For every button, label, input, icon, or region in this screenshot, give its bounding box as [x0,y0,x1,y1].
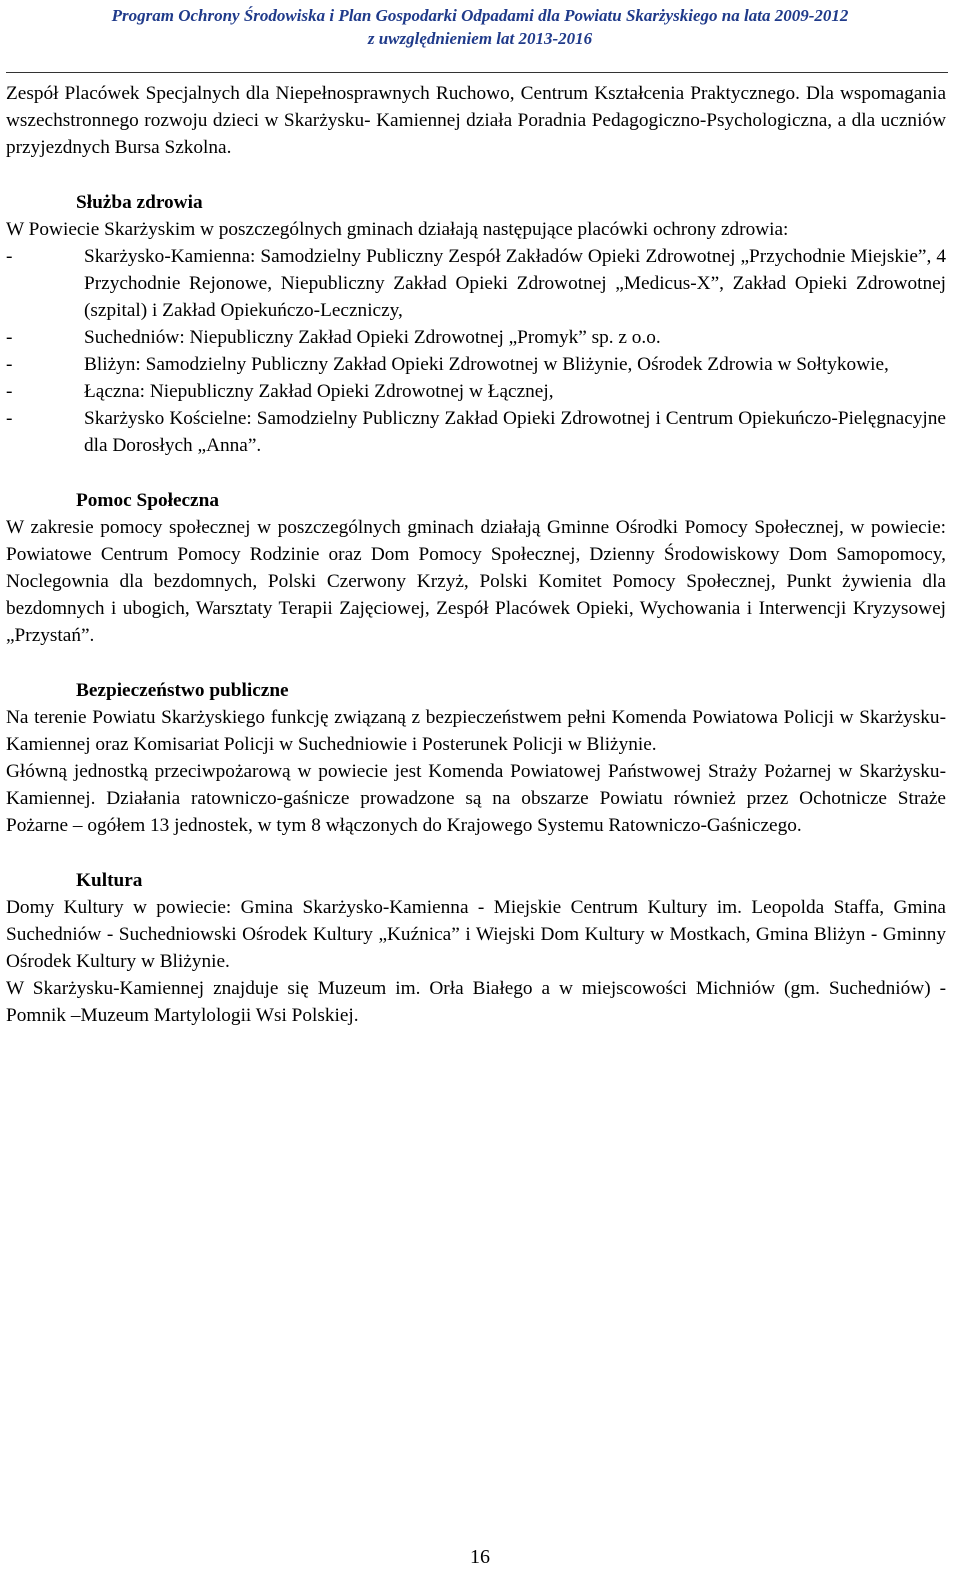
list-item-text: Łączna: Niepubliczny Zakład Opieki Zdrowotnej w Łącznej, [84,381,554,402]
health-heading: Służba zdrowia [76,192,203,213]
page-number: 16 [470,1546,490,1568]
health-paragraph: W Powiecie Skarżyskim w poszczególnych gminach działają następujące placówki ochrony zdrowia: [6,219,789,240]
document-header [0,4,960,50]
culture-paragraph: Domy Kultury w powiecie: Gmina Skarżysko-Kamienna - Miejskie Centrum Kultury im. Leopolda Staffa, Gmina Suchedniów - Suchedniowski Ośrodek Kultury „Kuźnica” i Wiejski Dom Kultury w Mostkach, Gmina Bliżyn - Gminny Ośrodek Kultury w Bliżynie. [6,897,946,972]
intro-paragraph: Zespół Placówek Specjalnych dla Niepełnosprawnych Ruchowo, Centrum Kształcenia Praktycznego. Dla wspomagania wszechstronnego rozwoju dzieci w Skarżysku- Kamiennej działa Poradnia Pedagogiczno-Psychologiczna, a dla uczniów przyjezdnych Bursa Szkolna. [6,83,946,158]
dash-marker: - [6,327,13,348]
health-list [6,243,946,459]
safety-heading: Bezpieczeństwo publiczne [76,680,289,701]
header-title: Program Ochrony Środowiska i Plan Gospodarki Odpadami dla Powiatu Skarżyskiego na lata 2009-2012 [111,6,849,25]
list-item [6,324,946,351]
list-item-text: Skarżysko-Kamienna: Samodzielny Publiczny Zespół Zakładów Opieki Zdrowotnej „Przychodnie Miejskie”, 4 Przychodnie Rejonowe, Niepubliczny Zakład Opieki Zdrowotnej „Medicus-X”, Zakład Opieki Zdrowotnej (szpital) i Zakład Opiekuńczo-Leczniczy, [84,246,946,321]
list-item-text: Skarżysko Kościelne: Samodzielny Publiczny Zakład Opieki Zdrowotnej i Centrum Opiekuńczo-Pielęgnacyjne dla Dorosłych „Anna”. [84,408,946,456]
list-item [6,243,946,324]
dash-marker: - [6,408,13,429]
list-item [6,405,946,459]
culture-paragraph: W Skarżysku-Kamiennej znajduje się Muzeum im. Orła Białego a w miejscowości Michniów (gm. Suchedniów) - Pomnik –Muzeum Martylologii Wsi Polskiej. [6,978,946,1026]
safety-paragraph: Główną jednostką przeciwpożarową w powiecie jest Komenda Powiatowej Państwowej Straży Pożarnej w Skarżysku-Kamiennej. Działania ratowniczo-gaśnicze prowadzone są na obszarze Powiatu również przez Ochotnicze Straże Pożarne – ogółem 13 jednostek, w tym 8 włączonych do Krajowego Systemu Ratowniczo-Gaśniczego. [6,761,946,836]
page-content [6,80,946,1029]
safety-paragraph: Na terenie Powiatu Skarżyskiego funkcję związaną z bezpieczeństwem pełni Komenda Powiatowa Policji w Skarżysku-Kamiennej oraz Komisariat Policji w Suchedniowie i Posterunek Policji w Bliżynie. [6,707,946,755]
header-divider [6,72,948,73]
list-item-text: Suchedniów: Niepubliczny Zakład Opieki Zdrowotnej „Promyk” sp. z o.o. [84,327,661,348]
list-item [6,378,946,405]
list-item-text: Bliżyn: Samodzielny Publiczny Zakład Opieki Zdrowotnej w Bliżynie, Ośrodek Zdrowia w Sołtykowie, [84,354,889,375]
culture-heading: Kultura [76,870,143,891]
header-subtitle: z uwzględnieniem lat 2013-2016 [367,29,593,48]
list-item [6,351,946,378]
dash-marker: - [6,381,13,402]
social-paragraph: W zakresie pomocy społecznej w poszczególnych gminach działają Gminne Ośrodki Pomocy Społecznej, w powiecie: Powiatowe Centrum Pomocy Rodzinie oraz Dom Pomocy Społecznej, Dzienny Środowiskowy Dom Samopomocy, Noclegownia dla bezdomnych, Polski Czerwony Krzyż, Polski Komitet Pomocy Społecznej, Punkt żywienia dla bezdomnych i ubogich, Warsztaty Terapii Zajęciowej, Zespół Placówek Opieki, Wychowania i Interwencji Kryzysowej „Przystań”. [6,517,946,646]
dash-marker: - [6,354,13,375]
social-heading: Pomoc Społeczna [76,490,219,511]
dash-marker: - [6,246,13,267]
